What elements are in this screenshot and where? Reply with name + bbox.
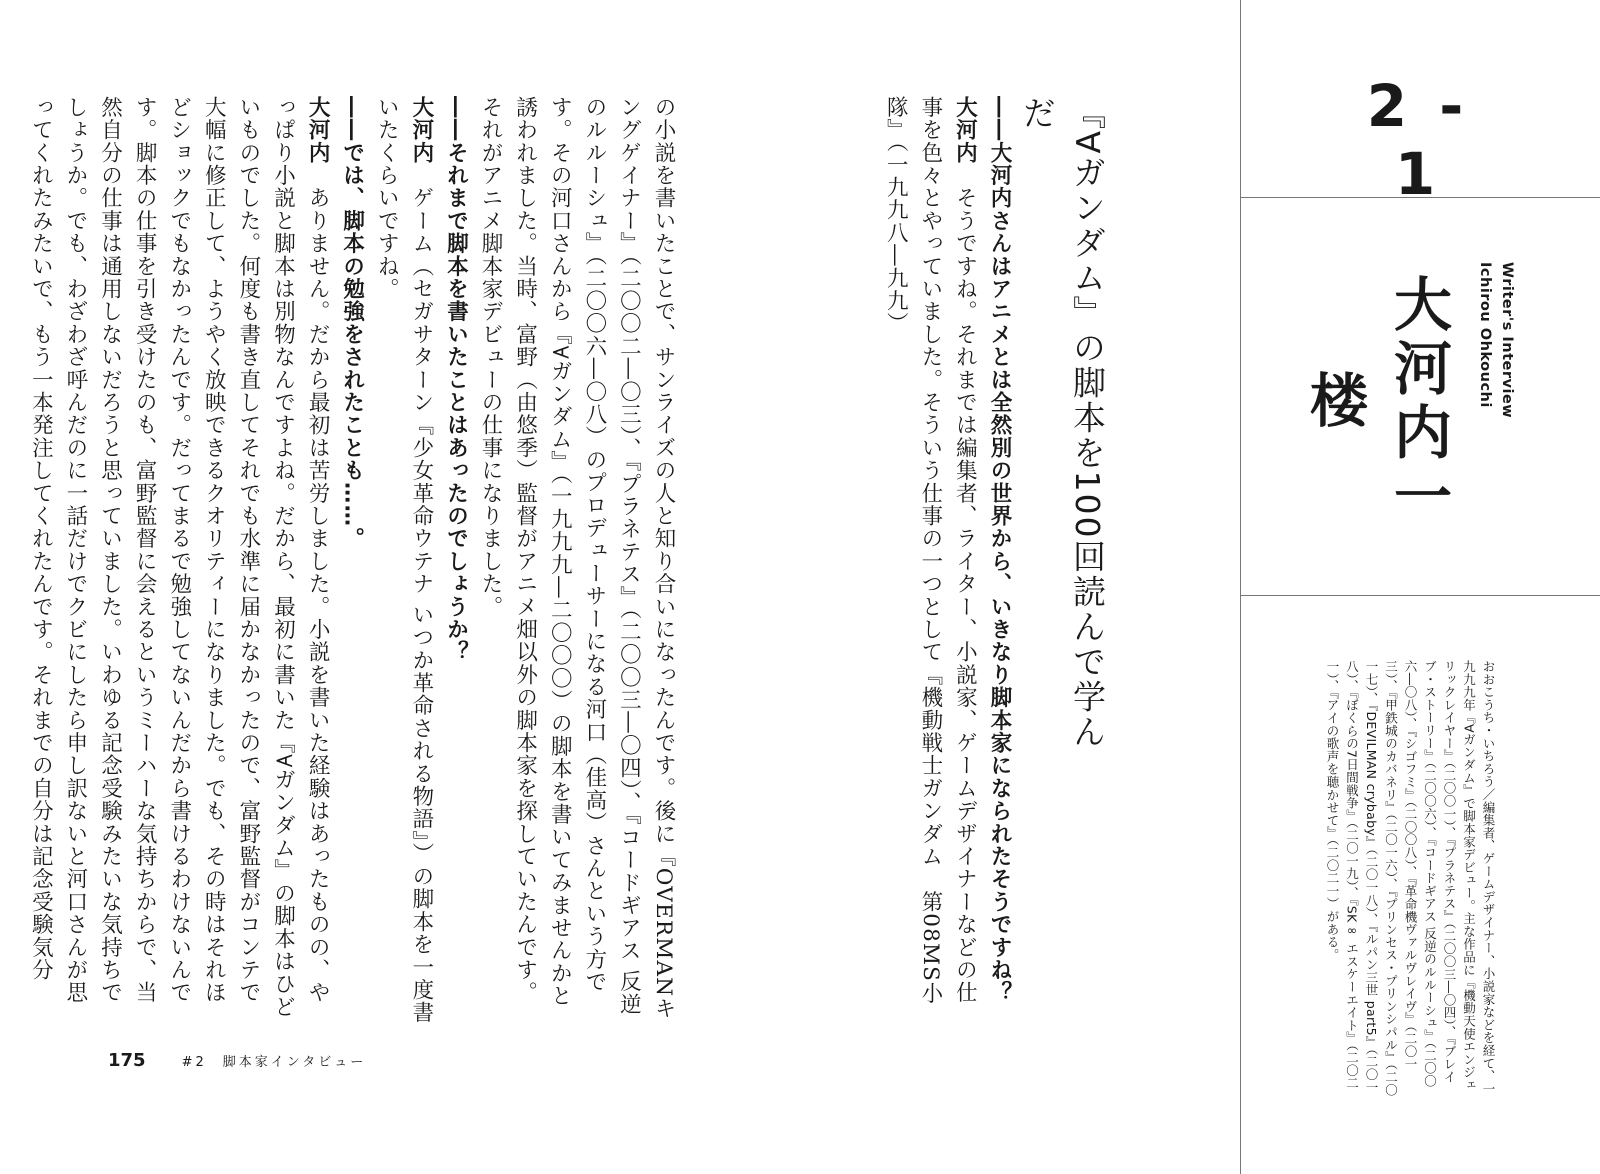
running-section-label: #2 脚本家インタビュー (181, 1055, 367, 1070)
intro-text-column (883, 96, 1016, 1026)
speaker-name: 大河内 (952, 96, 978, 165)
interview-answer (369, 96, 438, 1026)
answer-text: ゲーム（セガサターン『少女革命ウテナ いつか革命される物語』）の脚本を一度書いたくらいですね。 (374, 96, 434, 1024)
question-text: ――大河内さんはアニメとは全然別の世界から、いきなり脚本家になられたそうですね？ (987, 96, 1012, 1004)
question-text: ――それまで脚本を書いたことはあったのでしょうか？ (443, 96, 469, 664)
writer-interview-label (1470, 262, 1518, 452)
interview-answer (23, 96, 334, 1026)
page-number: 175 (108, 1050, 146, 1071)
writer-label-line: Writer's Interview (1499, 262, 1515, 419)
interview-answer-continued (472, 96, 680, 1026)
sidebar-divider (1240, 0, 1241, 1174)
answer-text: そうですね。それまでは編集者、ライター、小説家、ゲームデザイナーなどの仕事を色々とやっていました。そういう仕事の一つとして『機動戦士ガンダム 第08MS小隊』（一九九八―九九） (883, 96, 978, 1005)
page-footer (108, 1050, 366, 1080)
body-text-column (28, 96, 680, 1026)
writer-name: 大河内一楼 (1300, 274, 1452, 530)
answer-text: の小説を書いたことで、サンライズの人と知り合いになったんです。後に『OVERMANキングゲイナー』（二〇〇二―〇三）、『プラネテス』（二〇〇三―〇四）、『コードギアス 反逆のルルーシュ』（二〇〇六―〇八）のプロデューサーになる河口（佳高）さんという方です。その河口さんから『∀ガンダム』（一九九九―二〇〇〇）の脚本を書いてみませんかと誘われました。当時、富野（由悠季）監督がアニメ畑以外の脚本家を探していたんです。それがアニメ脚本家デビューの仕事になりました。 (478, 96, 676, 1020)
interview-question (438, 96, 473, 1026)
interview-question (334, 96, 369, 1026)
question-text: ――では、脚本の勉強をされたことも……。 (339, 96, 365, 550)
interview-answer (878, 96, 982, 1026)
article-title: 『∀ガンダム』の脚本を100回読んで学んだ (1018, 96, 1107, 750)
speaker-name: 大河内 (305, 96, 331, 165)
writer-bio: おおこうち・いちろう／編集者、ゲームデザイナー、小説家などを経て、一九九九年『∀ガンダム』で脚本家デビュー。主な作品に『機動天使エンジェリックレイヤー』（二〇〇一）、『プラネテス』（二〇〇三―〇四）、『ブレイブ・ストーリー』（二〇〇六）、『コードギアス 反逆のルルーシュ』（二〇〇六―〇八）、『シゴフミ』（二〇〇八）、『革命機ヴァルヴレイヴ』（二〇一三）、『甲鉄城のカバネリ』（二〇一六）、『プリンセス・プリンシパル』（二〇一七）、『DEVILMAN crybaby』（二〇一八）、『ルパン三世 part5』（二〇一八）、『ぼくらの7日間戦争』（二〇一九）、『SK∞ エスケーエイト』（二〇二一）、『アイの歌声を聴かせて』（二〇二一）がある。 (1325, 660, 1496, 1097)
interview-question (981, 96, 1016, 1026)
sidebar-rule-bottom (1241, 595, 1600, 596)
answer-text: ありません。だから最初は苦労しました。小説を書いた経験はあったものの、やっぱり小説と脚本は別物なんですよね。だから、最初に書いた『∀ガンダム』の脚本はひどいものでした。何度も書き直してそれでも水準に届かなかったので、富野監督がコンテで大幅に修正して、ようやく放映できるクオリティーになりました。でも、その時はそれほどショックでもなかったんです。だってまるで勉強してないんだから書けるわけないんです。脚本の仕事を引き受けたのも、富野監督に会えるというミーハーな気持ちからで、当然自分の仕事は通用しないだろうと思っていました。いわゆる記念受験みたいな気持ちでしょうか。でも、わざわざ呼んだのに一話だけでクビにしたら申し訳ないと河口さんが思ってくれたみたいで、もう一本発注してくれたんです。それまでの自分は記念受験気分 (28, 96, 331, 1019)
section-number: 2 - 1 (1366, 72, 1470, 208)
speaker-name: 大河内 (408, 96, 434, 165)
writer-label-line: Ichirou Ohkouchi (1477, 262, 1493, 408)
